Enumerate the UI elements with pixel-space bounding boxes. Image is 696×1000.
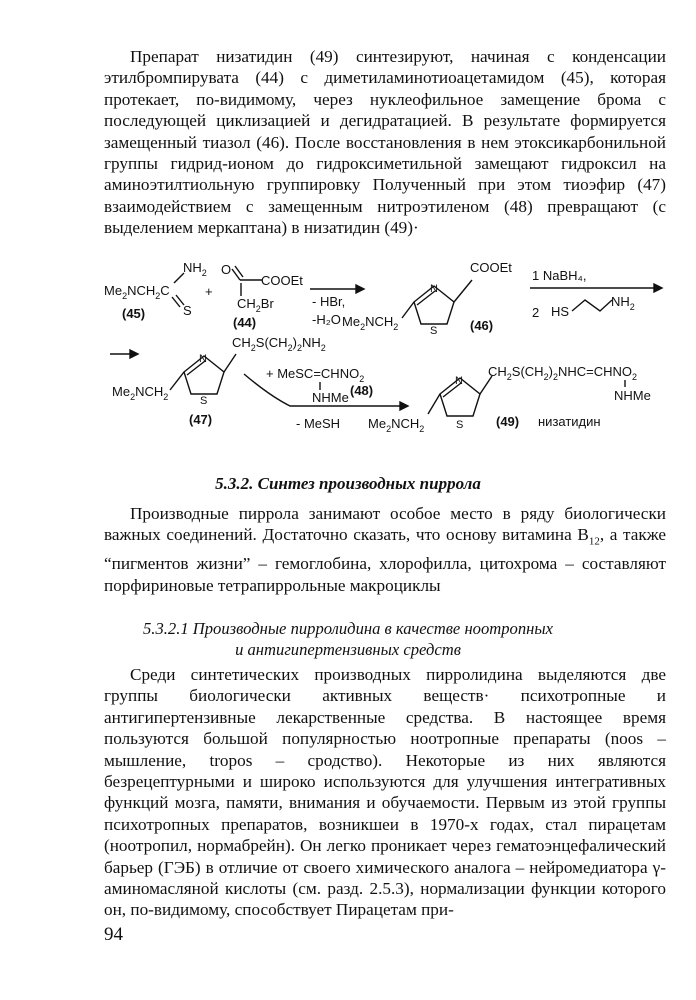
svg-text:+ MeSC=CHNO2: + $MeSC=CHNO_2$ (266, 366, 365, 384)
compound-47-label: (47) (189, 412, 213, 427)
compound-49 (368, 364, 651, 434)
svg-text:NHMe: NHMe (614, 388, 651, 403)
svg-text:S: S (430, 325, 438, 337)
condition-nabh4: 1 NaBH₄, (532, 268, 587, 283)
svg-text:N: N (199, 353, 207, 365)
compound-49-label: (49) (496, 414, 520, 429)
paragraph-nizatidine-synthesis: Препарат низатидин (49) синтезируют, начиная с конденсации этилбромпирувата (44) с диметиламинотиоацетамидом (45), которая протекает, по-видимому, через нуклеофильное замещение брома с последующей циклизацией и дегидратацией. В результате формируется замещенный тиазол (46). После восстановления в нем этоксикарбонильной группы гидрид-ионом до гидроксиметильной замещают гидроксил на аминоэтилтиольную группировку Полученный при этом тиоэфир (47) взаимодействием с замещенным нитроэтиленом (48) превращают (с выделением меркаптана) в низатидин (49)· (104, 47, 666, 238)
condition-minus-hbr: - HBr, (312, 294, 346, 309)
svg-text:Me2NCH2: $Me_2NCH_2$ (112, 384, 169, 402)
svg-text:NH2: $NH_2$ (183, 260, 207, 278)
compound-46 (342, 260, 512, 337)
condition-minus-mesh: - MeSH (296, 416, 341, 431)
svg-text:S: S (200, 395, 208, 407)
svg-text:N: N (430, 283, 438, 295)
svg-text:Me2NCH2: $Me_2NCH_2$ (342, 314, 399, 332)
compound-46-label: (46) (470, 318, 494, 333)
svg-text:O: O (221, 262, 232, 277)
compound-49-name: низатидин (538, 414, 601, 429)
svg-text:CH2Br: $CH_2Br$ (237, 296, 274, 314)
svg-text:COOEt: COOEt (261, 273, 303, 288)
svg-text:S: S (183, 303, 192, 318)
reaction-scheme (0, 240, 696, 440)
svg-text:COOEt: COOEt (470, 260, 512, 275)
subsection-heading-pyrrolidine: 5.3.2.1 Производные пирролидина в качестве ноотропных и антигипертензивных средств (143, 619, 553, 659)
svg-text:HS: HS (551, 304, 570, 319)
compound-45-label: (45) (122, 306, 146, 321)
compound-45 (104, 260, 207, 321)
compound-48-label: (48) (350, 383, 374, 398)
svg-text:Me2NCH2: $Me_2NCH_2$ (368, 416, 425, 434)
svg-text:NH2: $NH_2$ (611, 294, 635, 312)
svg-text:CH2S(CH2)2NH2: $CH_2S(CH_2)_2NH_2$ (232, 335, 326, 353)
plus-sign: + (205, 284, 213, 299)
compound-44 (221, 262, 303, 330)
svg-text:Me2NCH2C: $Me_2NCH_2C$ (104, 283, 170, 301)
condition-step2: 2 (532, 305, 540, 320)
page-number: 94 (104, 924, 123, 945)
svg-text:S: S (456, 419, 464, 431)
compound-48 (266, 366, 373, 405)
compound-47 (112, 335, 326, 427)
section-heading-pyrrole: 5.3.2. Синтез производных пиррола (215, 474, 481, 493)
svg-text:N: N (455, 375, 463, 387)
compound-44-label: (44) (233, 315, 257, 330)
condition-minus-water: -H₂O (312, 312, 341, 327)
paragraph-pyrrolidine-derivatives: Среди синтетических производных пирролидина выделяются две группы биологически активных веществ· психотропные и антигипертензивные лекарственные средства. В настоящее время пользуются большой популярностью ноотропные препараты (noos – мышление, tropos – сродство). Некоторые из них являются безрецептурными и широко используются для улучшения интегративных функций мозга, памяти, внимания и обучаемости. Первым из этой группы психотропных препаратов, возникшеи в 1970-х годах, стал пирацетам (ноотропил, нормабрейн). Он легко проникает через гематоэнцефалический барьер (ГЭБ) в отличие от своего химического аналога – нейромедиатора γ-аминомасляной кислоты (см. разд. 2.5.3), нормализации функции которого он, по-видимому, способствует Пирацетам при- (104, 665, 666, 920)
paragraph-pyrrole-derivatives: Производные пиррола занимают особое место в ряду биологически важных соединений. Достаточно сказать, что основу витамина $B_{12}$, а также “пигментов жизни” – гемоглобина, хлорофилла, цитохрома – составляют порфириновые тетрапиррольные макроциклы (104, 504, 666, 595)
svg-text:CH2S(CH2)2NHC=CHNO2: $CH_2S(CH_2)_2NHC=CHNO_2$ (488, 364, 638, 382)
svg-text:NHMe: NHMe (312, 390, 349, 405)
